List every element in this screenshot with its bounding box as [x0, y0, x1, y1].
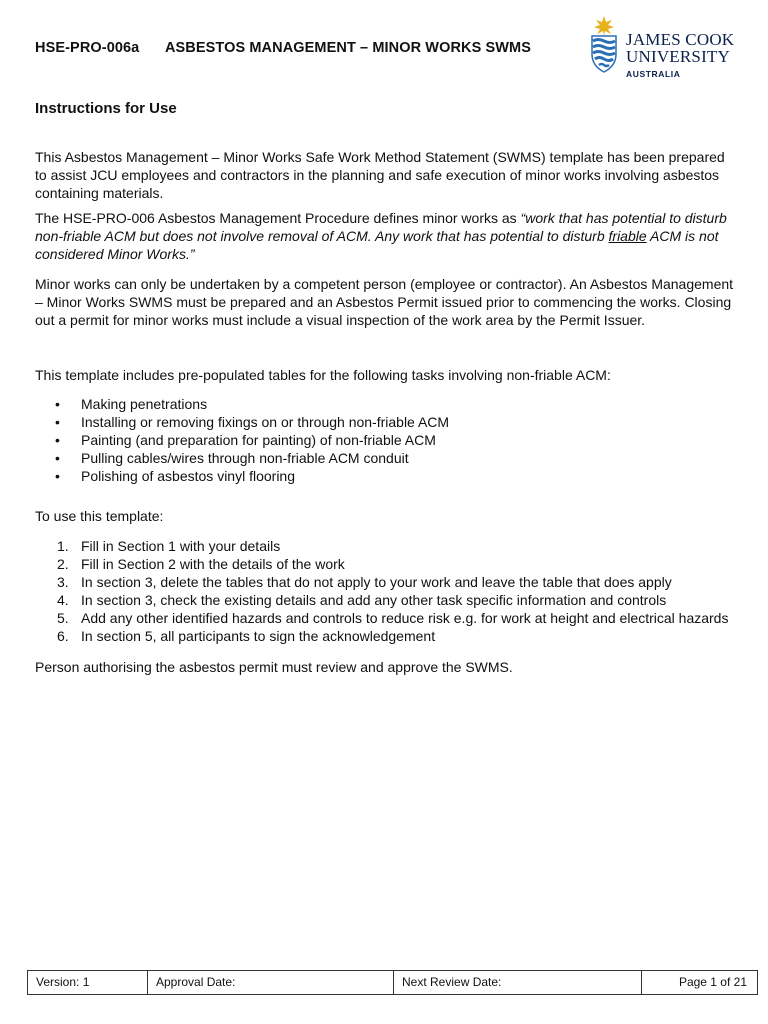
document-title: ASBESTOS MANAGEMENT – MINOR WORKS SWMS — [164, 40, 531, 56]
authorisation-note: Person authorising the asbestos permit must review and approve the SWMS. — [35, 659, 513, 675]
step-number: 2. — [57, 556, 69, 572]
step-number: 4. — [57, 592, 69, 608]
step-text: In section 3, delete the tables that do not apply to your work and leave the table that does apply — [81, 574, 672, 590]
logo-line-2: UNIVERSITY — [626, 47, 730, 66]
step-item — [35, 591, 740, 609]
step-item — [35, 537, 740, 555]
jcu-logo — [586, 14, 752, 80]
step-number: 1. — [57, 538, 69, 554]
document-code: HSE-PRO-006a — [35, 40, 140, 56]
step-number: 3. — [57, 574, 69, 590]
definition-quote-1: “work that has potential to disturb non-friable ACM but does not involve removal of ACM. Any work that has potential to disturb — [35, 210, 727, 244]
logo-line-1: JAMES COOK — [626, 30, 735, 49]
definition-lead: The HSE-PRO-006 Asbestos Management Procedure defines minor works as — [35, 210, 521, 226]
to-use-heading: To use this template: — [35, 508, 164, 524]
definition-quote-2: ACM is not considered Minor Works.” — [35, 228, 719, 262]
step-text: Add any other identified hazards and controls to reduce risk e.g. for work at height and electrical hazards — [81, 610, 729, 626]
step-item — [35, 573, 740, 591]
list-item: • Installing or removing fixings on or through non-friable ACM — [35, 413, 740, 431]
logo-country: AUSTRALIA — [626, 69, 681, 79]
step-item — [35, 609, 740, 627]
step-item — [35, 555, 740, 573]
list-item: • Pulling cables/wires through non-friable ACM conduit — [35, 449, 740, 467]
list-item: • Painting (and preparation for painting) of non-friable ACM — [35, 431, 740, 449]
step-number: 6. — [57, 628, 69, 644]
step-text: In section 5, all participants to sign the acknowledgement — [81, 628, 436, 644]
list-item: • Polishing of asbestos vinyl flooring — [35, 467, 740, 485]
steps-list — [35, 537, 740, 645]
footer-approval-date: Approval Date: — [148, 971, 394, 994]
definition-paragraph — [35, 209, 740, 263]
footer-review-date: Next Review Date: — [394, 971, 642, 994]
template-intro: This template includes pre-populated tables for the following tasks involving non-friable ACM: — [35, 367, 611, 383]
task-list — [35, 395, 740, 485]
document-header — [35, 40, 531, 56]
step-text: Fill in Section 1 with your details — [81, 538, 281, 554]
intro-paragraph: This Asbestos Management – Minor Works Safe Work Method Statement (SWMS) template has been prepared to assist JCU employees and contractors in the planning and safe execution of minor works involving asbestos containing materials. — [35, 149, 725, 201]
list-item: • Making penetrations — [35, 395, 740, 413]
definition-quote-underlined: friable — [608, 228, 647, 244]
minor-works-paragraph: Minor works can only be undertaken by a competent person (employee or contractor). An Asbestos Management – Minor Works SWMS must be prepared and an Asbestos Permit issued prior to commencing the works. Closing out a permit for minor works must include a visual inspection of the work area by the Permit Issuer. — [35, 276, 734, 328]
footer-page-number: Page 1 of 21 — [678, 975, 747, 989]
jcu-crest-icon — [586, 14, 622, 74]
step-text: Fill in Section 2 with the details of the work — [81, 556, 345, 572]
document-footer-table — [27, 970, 758, 995]
footer-version: Version: 1 — [28, 971, 148, 994]
step-text: In section 3, check the existing details and add any other task specific information and controls — [81, 592, 667, 608]
document-body — [35, 96, 740, 676]
step-number: 5. — [57, 610, 69, 626]
section-heading: Instructions for Use — [35, 100, 177, 117]
logo-wordmark — [626, 31, 734, 65]
step-item — [35, 627, 740, 645]
